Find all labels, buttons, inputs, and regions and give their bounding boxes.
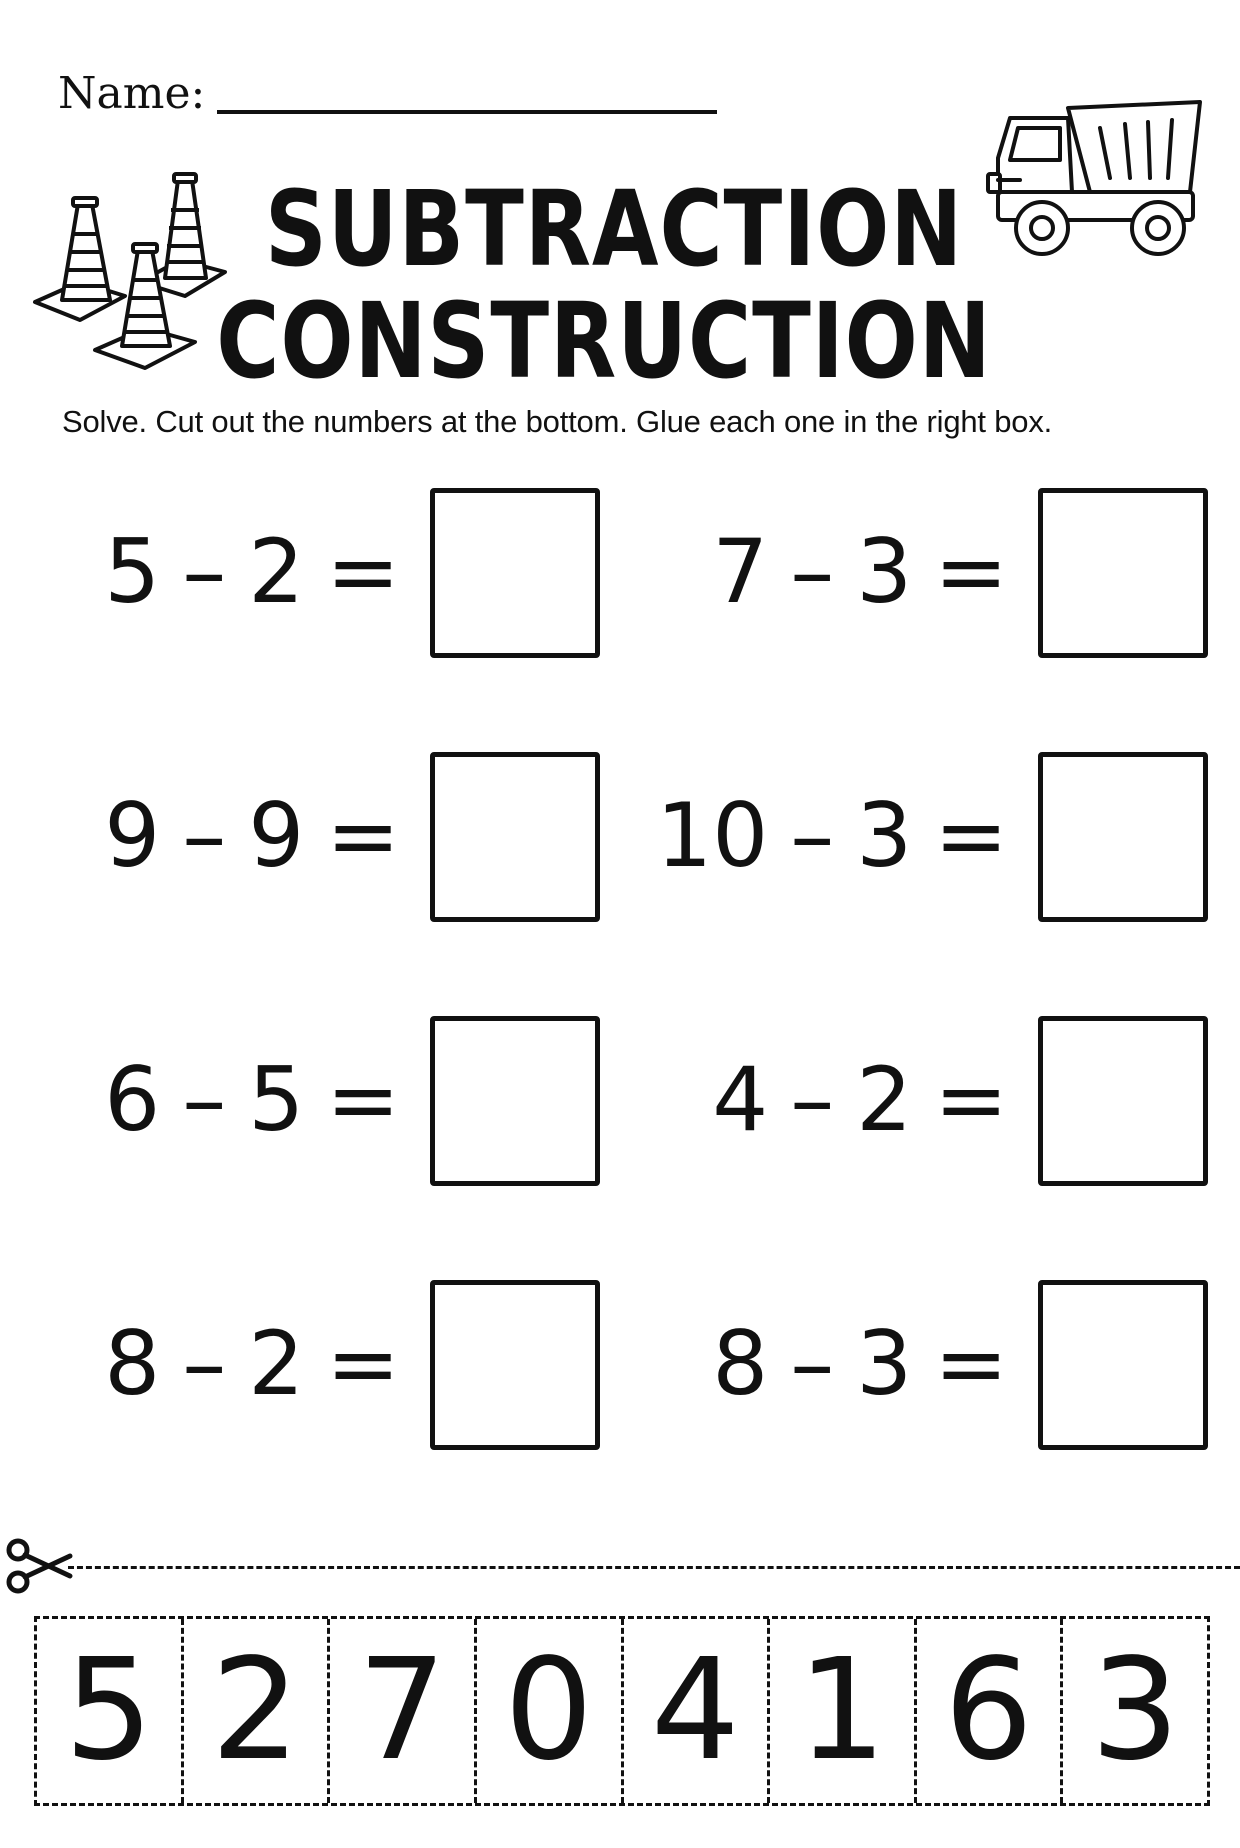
cutout-number[interactable]: 5 [37, 1619, 184, 1803]
answer-box[interactable] [1038, 488, 1208, 658]
subtrahend: 2 [248, 520, 305, 623]
cutout-number[interactable]: 1 [770, 1619, 917, 1803]
cutout-number[interactable]: 4 [624, 1619, 771, 1803]
equation [712, 488, 1008, 656]
cutout-strip [34, 1616, 1210, 1806]
cutout-number[interactable]: 6 [917, 1619, 1064, 1803]
problem-7 [40, 1280, 600, 1448]
answer-box[interactable] [1038, 1280, 1208, 1450]
cutout-number[interactable]: 2 [184, 1619, 331, 1803]
answer-box[interactable] [430, 1016, 600, 1186]
equation [104, 752, 400, 920]
answer-box[interactable] [430, 1280, 600, 1450]
problem-4 [648, 752, 1208, 920]
minus-sign: – [182, 520, 227, 623]
problem-1 [40, 488, 600, 656]
equals-sign: = [326, 520, 400, 623]
subtrahend: 5 [248, 1048, 305, 1151]
minuend: 9 [104, 784, 161, 887]
equals-sign: = [934, 784, 1008, 887]
scissors-icon [4, 1536, 74, 1596]
problem-2 [648, 488, 1208, 656]
equation [104, 1280, 400, 1448]
answer-box[interactable] [430, 488, 600, 658]
cutout-number[interactable]: 7 [330, 1619, 477, 1803]
minus-sign: – [182, 1048, 227, 1151]
answer-box[interactable] [1038, 1016, 1208, 1186]
cutout-number[interactable]: 0 [477, 1619, 624, 1803]
worksheet-title-line-1: SUBTRACTION [264, 168, 964, 290]
name-field[interactable] [217, 110, 717, 114]
equals-sign: = [326, 1048, 400, 1151]
equation [712, 1016, 1008, 1184]
minus-sign: – [790, 784, 835, 887]
minus-sign: – [182, 1312, 227, 1415]
minus-sign: – [182, 784, 227, 887]
instructions: Solve. Cut out the numbers at the bottom. Glue each one in the right box. [62, 404, 1053, 439]
equals-sign: = [326, 1312, 400, 1415]
minus-sign: – [790, 1312, 835, 1415]
minuend: 8 [712, 1312, 769, 1415]
minuend: 5 [104, 520, 161, 623]
worksheet-title-line-2: CONSTRUCTION [216, 280, 992, 402]
minus-sign: – [790, 520, 835, 623]
equals-sign: = [934, 1048, 1008, 1151]
subtrahend: 2 [248, 1312, 305, 1415]
subtrahend: 9 [248, 784, 305, 887]
subtrahend: 3 [856, 1312, 913, 1415]
problem-3 [40, 752, 600, 920]
equation [656, 752, 1008, 920]
problem-6 [648, 1016, 1208, 1184]
name-label: Name: [58, 68, 206, 119]
minuend: 8 [104, 1312, 161, 1415]
answer-box[interactable] [1038, 752, 1208, 922]
equation [712, 1280, 1008, 1448]
equals-sign: = [326, 784, 400, 887]
name-row [58, 68, 717, 119]
equals-sign: = [934, 520, 1008, 623]
minuend: 4 [712, 1048, 769, 1151]
equals-sign: = [934, 1312, 1008, 1415]
minuend: 6 [104, 1048, 161, 1151]
cutout-number[interactable]: 3 [1090, 1629, 1180, 1792]
subtrahend: 3 [856, 520, 913, 623]
answer-box[interactable] [430, 752, 600, 922]
minus-sign: – [790, 1048, 835, 1151]
equation [104, 488, 400, 656]
subtrahend: 2 [856, 1048, 913, 1151]
equation [104, 1016, 400, 1184]
subtrahend: 3 [856, 784, 913, 887]
minuend: 10 [656, 784, 769, 887]
cut-line [68, 1566, 1240, 1569]
problem-8 [648, 1280, 1208, 1448]
minuend: 7 [712, 520, 769, 623]
problem-5 [40, 1016, 600, 1184]
